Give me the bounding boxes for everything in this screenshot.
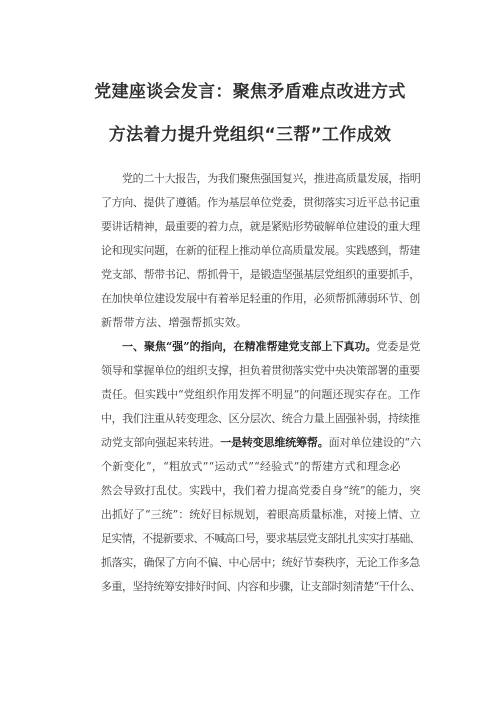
body-line [101, 532, 421, 546]
body-line [101, 316, 421, 330]
body-line [101, 268, 421, 282]
body-text: 要讲话精神，最重要的着力点，就是紧贴形势破解单位建设的重大理 [101, 220, 420, 233]
body-text: 面对单位建设的“六 [328, 436, 421, 449]
body-text: 党委是党 [376, 340, 421, 353]
body-line [101, 436, 421, 450]
body-line [101, 364, 421, 378]
document-title-line-2: 方法着力提升党组织“三帮”工作成效 [108, 125, 392, 145]
body-line [101, 508, 421, 522]
body-text: 个新变化”，“粗放式”“运动式”“经验式”的帮建方式和理念必 [101, 460, 401, 473]
body-text: 党支部、帮带书记、帮抓骨干，是锻造坚强基层党组织的重要抓手， [101, 268, 420, 281]
body-text: 抓落实，确保了方向不偏、中心居中；统好节奏秩序，无论工作多急 [101, 556, 420, 569]
body-text: 了方向、提供了遵循。作为基层单位党委，贯彻落实习近平总书记重 [101, 196, 420, 209]
body-line [101, 580, 421, 594]
body-line [101, 220, 421, 234]
body-line [101, 484, 421, 498]
body-text: 足实情，不提新要求、不喊高口号，要求基层党支部扎扎实实打基础、 [101, 532, 420, 545]
body-text: 新帮带方法、增强帮抓实效。 [101, 316, 248, 329]
body-text: 中，我们注重从转变理念、区分层次、统合力量上固强补弱，持续推 [101, 412, 420, 425]
document-title-line-1: 党建座谈会发言：聚焦矛盾难点改进方式 [94, 82, 406, 102]
body-line [122, 340, 421, 354]
body-text: 多重，坚持统筹安排好时间、内容和步骤，让支部时刻清楚“干什么、 [101, 580, 421, 593]
body-text: 然会导致打乱仗。实践中，我们着力提高党委自身“统”的能力，突 [101, 484, 421, 497]
body-line [101, 412, 421, 426]
body-text: 党的二十大报告，为我们聚焦强国复兴，推进高质量发展，指明 [122, 172, 421, 185]
body-line [101, 244, 421, 258]
body-line [101, 556, 421, 570]
body-text: 责任。但实践中“党组织作用发挥不明显”的问题还现实存在。工作 [101, 388, 421, 401]
body-text: 出抓好了“三统”：统好目标规划，着眼高质量标准，对接上情、立 [101, 508, 421, 521]
body-text: 动党支部向强起来转进。 [101, 436, 221, 449]
body-text: 在加快单位建设发展中有着举足轻重的作用，必须帮抓薄弱环节、创 [101, 292, 420, 305]
body-line [122, 172, 421, 186]
body-line [101, 292, 421, 306]
body-line [101, 388, 421, 402]
body-line [101, 196, 421, 210]
body-text: 论和现实问题，在新的征程上推动单位高质量发展。实践感到，帮建 [101, 244, 420, 257]
body-line [101, 460, 421, 474]
body-text: 领导和掌握单位的组织支撑，担负着贯彻落实党中央决策部署的重要 [101, 364, 420, 377]
section-heading: 一、聚焦“强”的指向，在精准帮建党支部上下真功。 [122, 340, 377, 353]
subsection-heading: 一是转变思维统筹帮。 [220, 436, 329, 449]
